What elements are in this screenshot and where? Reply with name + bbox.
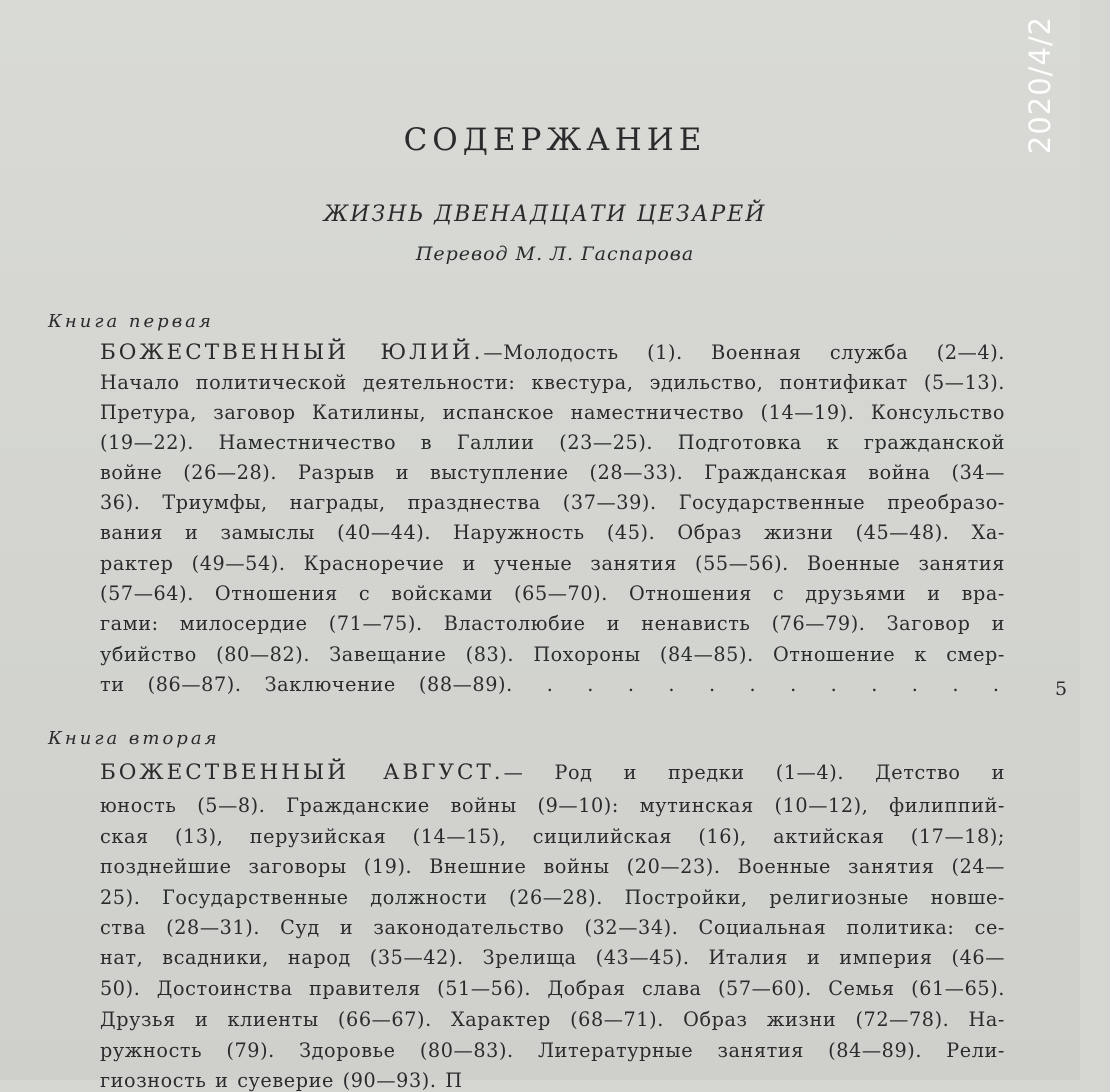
toc-entry-line: ства (28—31). Суд и законодательство (32—34). Социальная политика: се- <box>100 916 1005 939</box>
toc-entry-line: ская (13), перузийская (14—15), сицилийская (16), актийская (17—18); <box>100 825 1005 848</box>
book-label-second: Книга вторая <box>48 728 220 749</box>
toc-entry-line: Претура, заговор Катилины, испанское наместничество (14—19). Консульство <box>100 401 1005 424</box>
toc-entry-line: войне (26—28). Разрыв и выступление (28—33). Гражданская война (34— <box>100 461 1005 484</box>
work-title: ЖИЗНЬ ДВЕНАДЦАТИ ЦЕЗАРЕЙ <box>323 202 767 227</box>
toc-entry-line: 50). Достоинства правителя (51—56). Добрая слава (57—60). Семья (61—65). <box>100 977 1005 1000</box>
entry-text: — Род и предки (1—4). Детство и <box>503 761 1005 784</box>
toc-entry-line: Друзья и клиенты (66—67). Характер (68—71). Образ жизни (72—78). На- <box>100 1008 1005 1031</box>
toc-entry-line: нат, всадники, народ (35—42). Зрелища (43—45). Италия и империя (46— <box>100 946 1005 969</box>
toc-entry-line <box>100 675 1005 694</box>
translator-credit: Перевод М. Л. Гаспарова <box>415 243 695 265</box>
toc-entry-line <box>100 342 1005 364</box>
page-heading: СОДЕРЖАНИЕ <box>403 122 707 158</box>
toc-entry-line: (19—22). Наместничество в Галлии (23—25). Подготовка к гражданской <box>100 431 1005 454</box>
toc-entry-line: 36). Триумфы, награды, празднества (37—39). Государственные преобразо- <box>100 491 1005 514</box>
toc-entry-line: вания и замыслы (40—44). Наружность (45). Образ жизни (45—48). Ха- <box>100 521 1005 544</box>
toc-entry-line: ружность (79). Здоровье (80—83). Литературные занятия (84—89). Рели- <box>100 1039 1005 1062</box>
entry-title-julius: БОЖЕСТВЕННЫЙ ЮЛИЙ. <box>100 340 484 365</box>
toc-entry-line: убийство (80—82). Завещание (83). Похороны (84—85). Отношение к смер- <box>100 643 1005 666</box>
book-label-first: Книга первая <box>48 311 214 332</box>
toc-entry-line: (57—64). Отношения с войсками (65—70). Отношения с друзьями и вра- <box>100 582 1005 605</box>
entry-text: —Молодость (1). Военная служба (2—4). <box>483 341 1006 364</box>
toc-entry-line: юность (5—8). Гражданские войны (9—10): мутинская (10—12), филиппий- <box>100 794 1005 817</box>
toc-entry-line: гиозность и суеверие (90—93). П <box>100 1069 463 1092</box>
toc-entry-line: гами: милосердие (71—75). Властолюбие и ненависть (76—79). Заговор и <box>100 612 1005 635</box>
toc-entry-line <box>100 762 1005 784</box>
toc-entry-line: Начало политической деятельности: квестура, эдильство, понтификат (5—13). <box>100 371 1005 394</box>
toc-entry-line: рактер (49—54). Красноречие и ученые занятия (55—56). Военные занятия <box>100 552 1005 575</box>
entry-title-augustus: БОЖЕСТВЕННЫЙ АВГУСТ. <box>100 760 504 785</box>
dot-leader: . . . . . . . . . . . . . <box>506 673 1005 696</box>
date-stamp: 2020/4/2 <box>1023 15 1057 155</box>
entry-text: ти (86—87). Заключение (88—89) <box>100 673 507 696</box>
page-number: 5 <box>1055 678 1068 700</box>
toc-entry-line: 25). Государственные должности (26—28). Постройки, религиозные новше- <box>100 886 1005 909</box>
toc-entry-line: позднейшие заговоры (19). Внешние войны (20—23). Военные занятия (24— <box>100 855 1005 878</box>
